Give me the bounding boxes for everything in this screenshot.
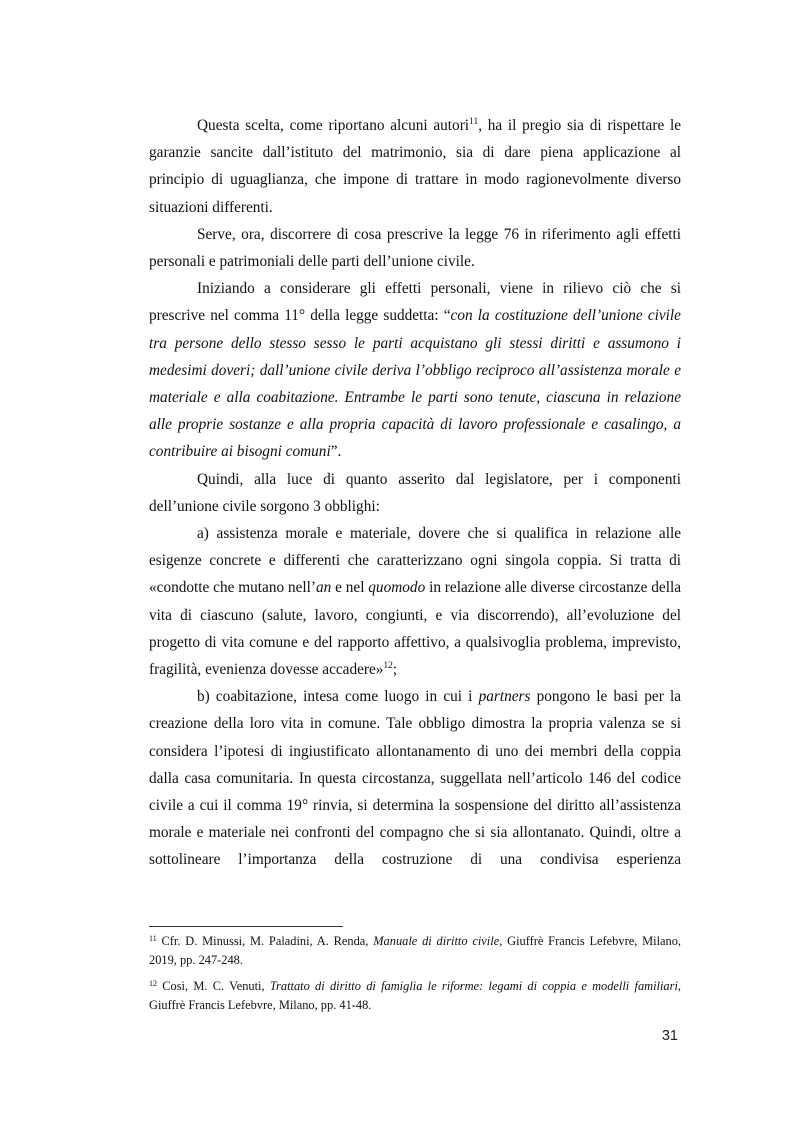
paragraph-effetti-personali	[149, 275, 681, 465]
footnote-ref-11: 11	[469, 117, 479, 127]
text-run: , ha il pregio sia di rispettare le garanzie sancite dall’istituto del matrimonio, sia di dare piena applicazione al principio di uguaglianza, che impone di trattare in modo ragionevolmente diverso situazioni differenti.	[149, 117, 682, 216]
text-run: Serve, ora, discorrere di cosa prescrive la legge 76 in riferimento agli effetti personali e patrimoniali delle parti dell’unione civile.	[149, 225, 681, 271]
footnotes	[149, 932, 681, 1022]
body-text	[149, 112, 681, 874]
footnote-12	[149, 977, 681, 1014]
text-run: Iniziando a considerare gli effetti personali, viene in rilievo ciò che si prescrive nel comma 11° della legge suddetta: “	[149, 280, 681, 325]
italic-term: quomodo	[368, 579, 426, 597]
book-title: Trattato di diritto di famiglia le riforme: legami di coppia e modelli familiari	[269, 979, 678, 994]
footnote-number: 11	[149, 934, 157, 943]
text-run: Questa scelta, come riportano alcuni autori	[197, 117, 470, 134]
italic-term: partners	[478, 688, 531, 706]
page-number: 31	[661, 1028, 678, 1044]
text-run: a) assistenza morale e materiale, dovere che si qualifica in relazione alle esigenze concrete e differenti che caratterizzano ogni singola coppia. Si tratta di «condotte che mutano nell’	[149, 525, 681, 597]
footnote-number: 12	[149, 979, 157, 989]
footnote-separator	[149, 926, 343, 927]
paragraph-assistenza	[149, 520, 681, 683]
text-run: , Giuffrè Francis Lefebvre, Milano, pp. 41-48.	[149, 979, 681, 1012]
text-run: Cosi, M. C. Venuti,	[157, 979, 270, 994]
text-run: Cfr. D. Minussi, M. Paladini, A. Renda,	[156, 934, 374, 948]
footnote-11	[149, 932, 681, 969]
text-run: in relazione alle diverse circostanze della vita di ciascuno (salute, lavoro, congiunti, e via discorrendo), all’evoluzione del progetto di vita comune e del rapporto affettivo, a qualsivoglia problema, imprevisto, fragilità, evenienza dovesse accadere»	[149, 579, 681, 679]
paragraph-serve	[149, 221, 681, 275]
paragraph-coabitazione	[149, 683, 681, 873]
italic-term: an	[315, 579, 332, 597]
text-run: b) coabitazione, intesa come luogo in cui i	[197, 688, 479, 706]
book-title: Manuale di diritto civile	[373, 934, 500, 948]
text-run: , Giuffrè Francis Lefebvre, Milano, 2019, pp. 247-248.	[149, 934, 682, 967]
paragraph-scelta	[149, 112, 681, 221]
text-run: e nel	[331, 579, 369, 597]
law-quote: con la costituzione dell’unione civile tra persone dello stesso sesso le parti acquistano gli stessi diritti e assumono i medesimi doveri; dall’unione civile deriva l’obbligo reciproco all’assistenza morale e materiale e alla coabitazione. Entrambe le parti sono tenute, ciascuna in relazione alle proprie sostanze e alla propria capacità di lavoro professionale e casalingo, a contribuire ai bisogni comuni	[149, 307, 681, 461]
text-run: Quindi, alla luce di quanto asserito dal legislatore, per i componenti dell’unione civile sorgono 3 obblighi:	[149, 470, 681, 515]
text-run: ;	[392, 661, 398, 679]
paragraph-obblighi	[149, 466, 681, 520]
text-run: pongono le basi per la creazione della loro vita in comune. Tale obbligo dimostra la propria valenza se si considera l’ipotesi di ingiustificato allontanamento di uno dei membri della coppia dalla casa comunitaria. In questa circostanza, suggellata nell’articolo 146 del codice civile a cui il comma 19° rinvia, si determina la sospensione del diritto all’assistenza morale e materiale nei confronti del compagno che si sia allontanato. Quindi, oltre a sottolineare l’importanza della costruzione di una condivisa esperienza	[149, 688, 681, 869]
footnote-ref-12: 12	[383, 661, 393, 672]
text-run: ”.	[330, 443, 342, 461]
